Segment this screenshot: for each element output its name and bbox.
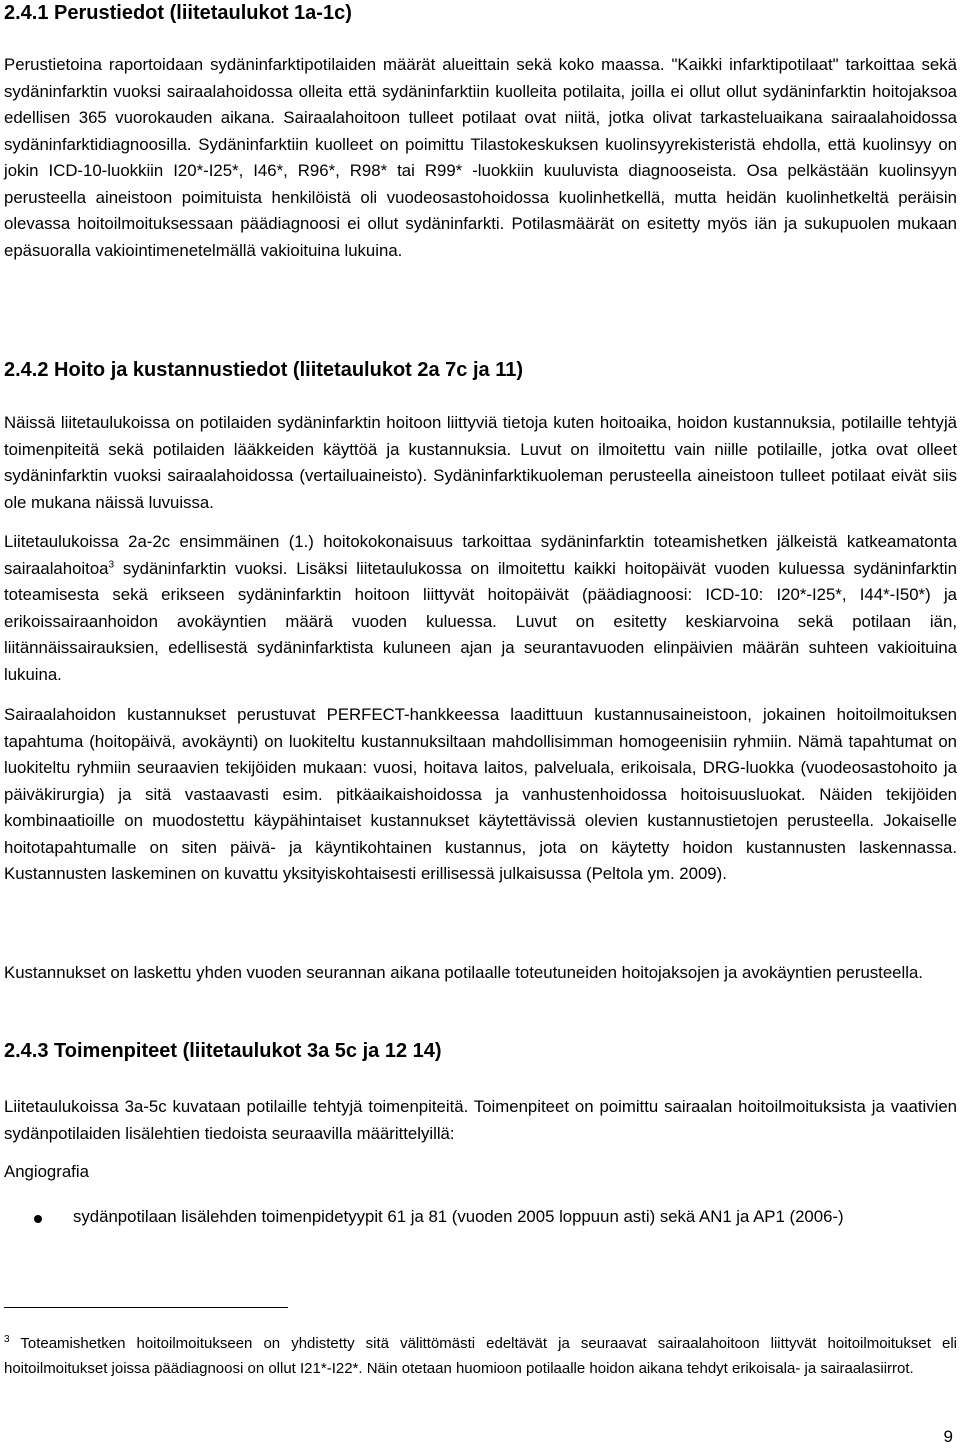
footnote: [4, 1331, 957, 1381]
paragraph-text: Kustannukset on laskettu yhden vuoden seurannan aikana potilaalle toteutuneiden hoitojaksojen ja avokäyntien perusteella.: [4, 963, 923, 982]
paragraph: [4, 702, 957, 888]
paragraph: [4, 960, 957, 987]
paragraph-text: Sairaalahoidon kustannukset perustuvat PERFECT-hankkeessa laadittuun kustannusaineistoon, jokainen hoitoilmoituksen tapahtuma (hoitopäivä, avokäynti) on luokiteltu kustannuksiltaan mahdollisimman homogeenisiin ryhmiin. Nämä tapahtumat on luokiteltu ryhmiin seuraavien tekijöiden mukaan: vuosi, hoitava laitos, palveluala, erikoisala, DRG-luokka (vuodeosastohoito ja päiväkirurgia) ja sitä vastaavasti esim. pitkäaikaishoidossa ja vanhustenhoidossa hoitoisuusluokat. Näiden tekijöiden kombinaatioille on muodostettu käypähintaiset kustannukset käytettävissä olevien kustannustietojen perusteella. Jokaiselle hoitotapahtumalle on siten päivä- ja käyntikohtainen kustannus, jota on käytetty hoidon kustannusten laskennassa. Kustannusten laskeminen on kuvattu yksityiskohtaisesti erillisessä julkaisussa (Peltola ym. 2009).: [4, 705, 957, 883]
section-heading: 2.4.2 Hoito ja kustannustiedot (liitetaulukot 2a 7c ja 11): [4, 359, 524, 381]
paragraph-text: Liitetaulukoissa 3a-5c kuvataan potilaille tehtyjä toimenpiteitä. Toimenpiteet on poimittu sairaalan hoitoilmoituksista ja vaativien sydänpotilaiden lisälehtien tiedoista seuraavilla määrittelyillä:: [4, 1097, 957, 1143]
paragraph: [4, 529, 957, 688]
section-heading: 2.4.3 Toimenpiteet (liitetaulukot 3a 5c ja 12 14): [4, 1040, 442, 1062]
paragraph: [4, 1159, 957, 1186]
paragraph-text: Perustietoina raportoidaan sydäninfarktipotilaiden määrät alueittain sekä koko maassa. "Kaikki infarktipotilaat" tarkoittaa sekä sydäninfarktin vuoksi sairaalahoidossa olleita että sydäninfarktiin kuolleita potilaita, joilla ei ollut ollut sydäninfarktin hoitojaksoa edellisen 365 vuorokauden aikana. Sairaalahoitoon tulleet potilaat ovat niitä, jotka olivat tarkasteluaikana sairaalahoidossa sydäninfarktidiagnoosilla. Sydäninfarktiin kuolleet on poimittu Tilastokeskuksen kuolinsyyrekisteristä ehdolla, että kuolinsyy on jokin ICD-10-luokkiin I20*-I25*, I46*, R96*, R98* tai R99* -luokkiin kuuluvista diagnooseista. Osa pelkästään kuolinsyyn perusteella aineistoon poimituista henkilöistä oli vuodeosastohoidossa kuolinhetkellä, mutta heidän kuolinhetkeltä peräisin olevassa hoitoilmoituksessaan päädiagnoosi ei ollut sydäninfarkti. Potilasmäärät on esitetty myös iän ja sukupuolen mukaan epäsuoralla vakiointimenetelmällä vakioituina lukuina.: [4, 55, 957, 260]
section-2-4-2: [4, 357, 957, 383]
footnote-reference: 3: [108, 558, 115, 570]
paragraph: [4, 52, 957, 264]
paragraph-text: Näissä liitetaulukoissa on potilaiden sydäninfarktin hoitoon liittyviä tietoja kuten hoitoaika, hoidon kustannuksia, potilaille tehtyjä toimenpiteitä sekä potilaiden lääkkeiden käyttöä ja kustannuksia. Luvut on ilmoitettu vain niille potilaille, jotka ovat olleet sydäninfarktin vuoksi sairaalahoidossa (vertailuaineisto). Sydäninfarktikuoleman perusteella aineistoon tulleet potilaat eivät siis ole mukana näissä luvuissa.: [4, 413, 957, 512]
bullet-icon: [34, 1215, 42, 1223]
paragraph: [4, 1094, 957, 1147]
footnote-text: Toteamishetken hoitoilmoitukseen on yhdistetty sitä välittömästi edeltävät ja seuraavat sairaalahoitoon liittyvät hoitoilmoitukset eli hoitoilmoitukset joissa päädiagnoosi on ollut I21*-I22*. Näin otetaan huomioon potilaalle hoidon aikana tehdyt erikoisala- ja sairaalasiirrot.: [4, 1335, 957, 1377]
bullet-text: sydänpotilaan lisälehden toimenpidetyypit 61 ja 81 (vuoden 2005 loppuun asti) sekä AN1 ja AP1 (2006-): [73, 1207, 844, 1226]
section-2-4-1: [4, 0, 957, 26]
document-page: [4, 0, 957, 1451]
paragraph: [4, 410, 957, 516]
paragraph-text: Angiografia: [4, 1162, 89, 1181]
section-heading: 2.4.1 Perustiedot (liitetaulukot 1a-1c): [4, 2, 352, 24]
paragraph-text-part: sydäninfarktin vuoksi. Lisäksi liitetaulukossa on ilmoitettu kaikki hoitopäivät vuoden kuluessa sydäninfarktin toteamisesta sekä erikseen sydäninfarktin hoitoon liittyvät hoitopäivät (päädiagnoosi: ICD-10: I20*-I25*, I44*-I50*) ja erikoissairaanhoidon avokäyntien määrä vuoden kuluessa. Luvut on esitetty keskiarvoina sekä potilaan iän, liitännäissairauksien, edellisestä sydäninfarktista kuluneen ajan ja seurantavuoden elinpäivien määrän suhteen vakioituina lukuina.: [4, 558, 957, 684]
section-2-4-3: [4, 1038, 957, 1064]
page-number: 9: [943, 1427, 953, 1446]
paragraph-text-part: Liitetaulukoissa 2a-2c ensimmäinen (1.) hoitokokonaisuus tarkoittaa sydäninfarktin toteamishetken jälkeistä katkeamatonta sairaalahoitoa: [4, 532, 957, 578]
footnote-number: 3: [4, 1334, 10, 1345]
paragraph-text: [4, 529, 957, 688]
footnote-divider: [4, 1307, 288, 1308]
